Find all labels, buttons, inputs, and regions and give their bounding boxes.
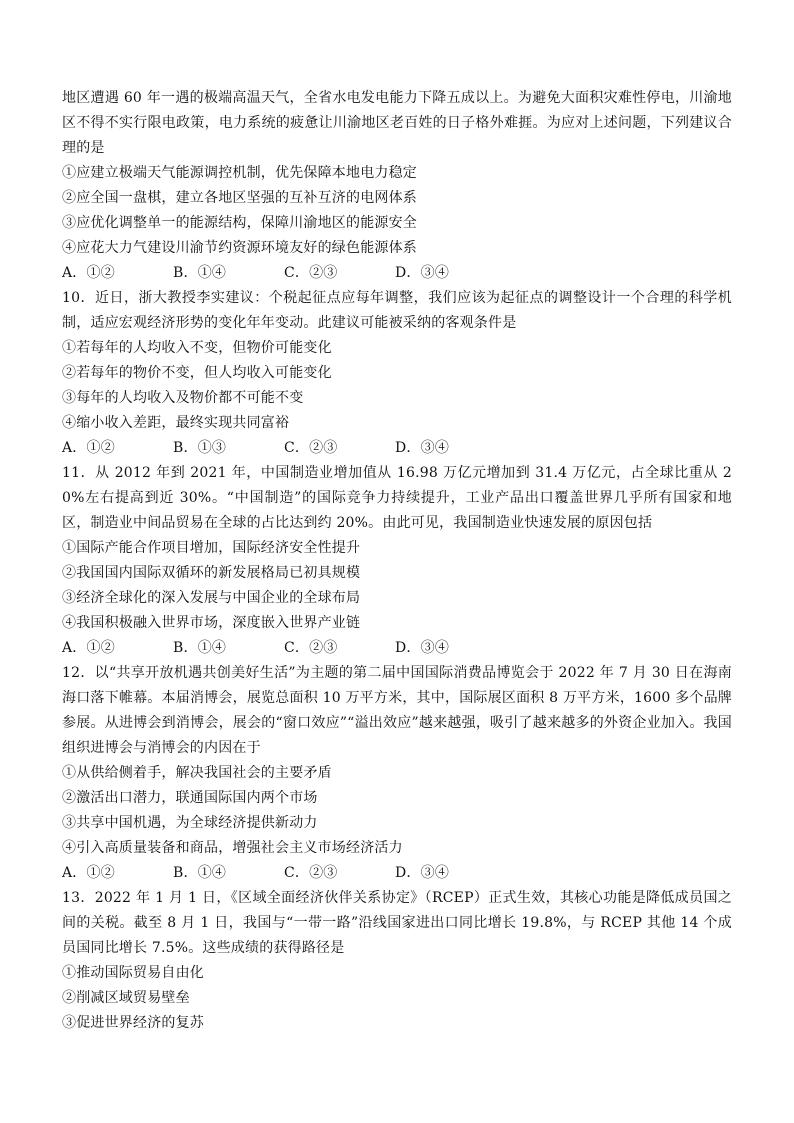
choice-d: D．③④ <box>395 640 450 656</box>
question-11-stem: 11．从 2012 年到 2021 年，中国制造业增加值从 16.98 万亿元增加到 31.4 万亿元，占全球比重从 20%左右提高到近 30%。“中国制造”的国际竞争力持续提升，工业产品出口覆盖世界几乎所有国家和地区，制造业中间品贸易在全球的占比达到约 20%。由此可见，我国制造业快速发展的原因包括 <box>62 465 732 531</box>
choice-a: A．①② <box>62 865 115 881</box>
question-12-option-1: ①从供给侧着手，解决我国社会的主要矛盾 <box>62 765 332 781</box>
question-9-option-2: ②应全国一盘棋，建立各地区坚强的互补互济的电网体系 <box>62 190 417 206</box>
question-12-stem: 12．以“共享开放机遇共创美好生活”为主题的第二届中国国际消费品博览会于 2022 年 7 月 30 日在海南海口落下帷幕。本届消博会，展览总面积 10 万平方米，其中，国际展区面积 8 万平方米，1600 多个品牌参展。从进博会到消博会，展会的“窗口效应”“溢出效应”越来越强，吸引了越来越多的外资企业加入。我国组织进博会与消博会的内因在于 <box>62 665 732 756</box>
question-13-option-2: ②削减区域贸易壁垒 <box>62 990 190 1006</box>
question-9-choices <box>62 261 732 286</box>
choice-b: B．①④ <box>173 865 227 881</box>
choice-c: C．②③ <box>284 265 338 281</box>
question-10-choices <box>62 436 732 461</box>
choice-a: A．①② <box>62 265 115 281</box>
question-11-option-4: ④我国积极融入世界市场，深度嵌入世界产业链 <box>62 615 361 631</box>
choice-d: D．③④ <box>395 265 450 281</box>
choice-d: D．③④ <box>395 865 450 881</box>
choice-c: C．②③ <box>284 440 338 456</box>
question-10-stem: 10．近日，浙大教授李实建议：个税起征点应每年调整，我们应该为起征点的调整设计一个合理的科学机制，适应宏观经济形势的变化年年变动。此建议可能被采纳的客观条件是 <box>62 290 732 331</box>
question-9-option-4: ④应花大力气建设川渝节约资源环境友好的绿色能源体系 <box>62 240 417 256</box>
question-12-option-3: ③共享中国机遇，为全球经济提供新动力 <box>62 815 318 831</box>
question-12 <box>62 661 732 886</box>
question-9-option-1: ①应建立极端天气能源调控机制，优先保障本地电力稳定 <box>62 165 417 181</box>
question-10-option-3: ③每年的人均收入及物价都不可能不变 <box>62 390 304 406</box>
question-11-option-3: ③经济全球化的深入发展与中国企业的全球布局 <box>62 590 361 606</box>
question-11 <box>62 461 732 661</box>
question-13-option-3: ③促进世界经济的复苏 <box>62 1015 204 1031</box>
question-10 <box>62 286 732 461</box>
question-13-option-1: ①推动国际贸易自由化 <box>62 965 204 981</box>
choice-a: A．①② <box>62 440 115 456</box>
exam-page <box>62 86 732 1036</box>
choice-b: B．①④ <box>173 640 227 656</box>
question-12-option-4: ④引入高质量装备和商品，增强社会主义市场经济活力 <box>62 840 403 856</box>
choice-c: C．②③ <box>284 640 338 656</box>
question-10-option-1: ①若每年的人均收入不变，但物价可能变化 <box>62 340 332 356</box>
choice-a: A．①② <box>62 640 115 656</box>
question-9 <box>62 86 732 286</box>
question-10-option-4: ④缩小收入差距，最终实现共同富裕 <box>62 415 290 431</box>
question-10-option-2: ②若每年的物价不变，但人均收入可能变化 <box>62 365 332 381</box>
question-11-option-1: ①国际产能合作项目增加，国际经济安全性提升 <box>62 540 361 556</box>
choice-d: D．③④ <box>395 440 450 456</box>
question-13-stem: 13．2022 年 1 月 1 日，《区域全面经济伙伴关系协定》（RCEP）正式生效，其核心功能是降低成员国之间的关税。截至 8 月 1 日，我国与“一带一路”沿线国家进出口同比增长 19.8%，与 RCEP 其他 14 个成员国同比增长 7.5%。这些成绩的获得路径是 <box>62 890 732 956</box>
choice-c: C．②③ <box>284 865 338 881</box>
question-9-stem: 地区遭遇 60 年一遇的极端高温天气，全省水电发电能力下降五成以上。为避免大面积灾难性停电，川渝地区不得不实行限电政策，电力系统的疲惫让川渝地区老百姓的日子格外难捱。为应对上述问题，下列建议合理的是 <box>62 90 732 156</box>
question-11-option-2: ②我国国内国际双循环的新发展格局已初具规模 <box>62 565 361 581</box>
question-11-choices <box>62 636 732 661</box>
choice-b: B．①④ <box>173 265 227 281</box>
question-9-option-3: ③应优化调整单一的能源结构，保障川渝地区的能源安全 <box>62 215 417 231</box>
question-12-option-2: ②激活出口潜力，联通国际国内两个市场 <box>62 790 318 806</box>
question-13 <box>62 886 732 1036</box>
choice-b: B．①③ <box>173 440 227 456</box>
question-12-choices <box>62 861 732 886</box>
